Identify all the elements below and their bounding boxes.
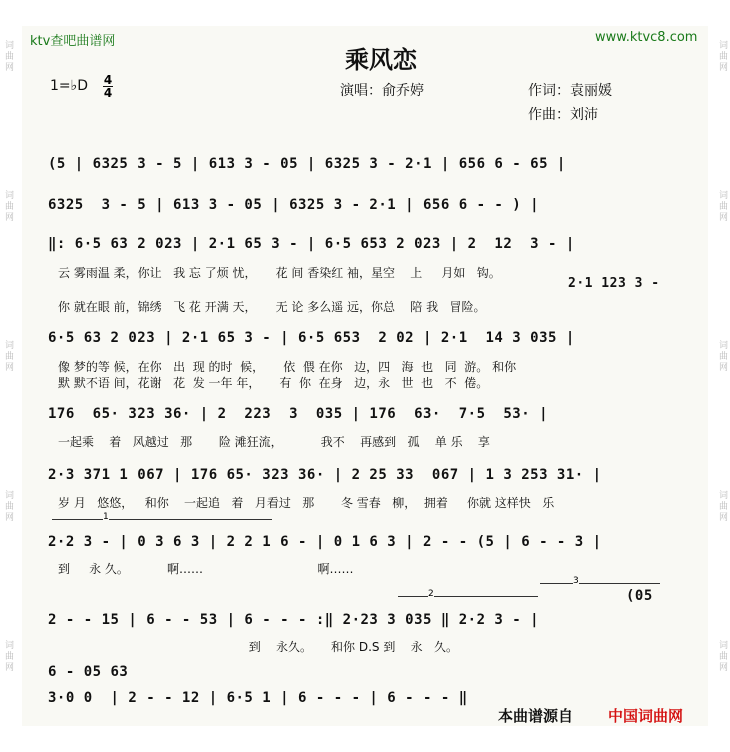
lyric-row-2: 你 就在眼 前，锦绣 飞 花 开满 天， 无 论 多么遥 远，你总 陪 我 冒险。 xyxy=(58,300,486,314)
notation-row-6: 2·3 371 1 067 | 176 65· 323 36· | 2 25 33 067 | 1 3 253 31· | xyxy=(48,467,602,483)
notation-row-1: (5 | 6325 3 - 5 | 613 3 - 05 | 6325 3 - 2·1 | 656 6 - 65 | xyxy=(48,156,566,172)
lyric-row-8: 到 永久。 和你 D.S 到 永 久。 xyxy=(58,640,459,654)
volta-note: (05 xyxy=(626,588,653,604)
notation-row-2: 6325 3 - 5 | 613 3 - 05 | 6325 3 - 2·1 | 656 6 - - ) | xyxy=(48,197,540,213)
lyric-row-3: 像 梦的等 候，在你 出 现 的时 候， 依 偎 在你 边，四 海 也 同 游。 和你 xyxy=(58,360,517,374)
watermark-right-4: 词曲网 xyxy=(717,490,727,523)
time-signature-top: 4 xyxy=(103,73,113,87)
lyric-row-4: 默 默不语 间，花谢 花 发 一年 年， 有 你 在身 边，永 世 也 不 倦。 xyxy=(58,376,489,390)
key-signature: 1=♭D xyxy=(50,78,89,94)
volta-bracket-3 xyxy=(540,583,660,584)
song-title: 乘风恋 xyxy=(345,45,417,74)
volta-1-number: 1 xyxy=(103,512,109,522)
watermark-left-4: 词曲网 xyxy=(3,490,13,523)
watermark-right-2: 词曲网 xyxy=(717,190,727,223)
lyric-row-7: 到 永 久。 啊…… 啊…… xyxy=(58,562,354,576)
notation-row-5: 176 65· 323 36· | 2 223 3 035 | 176 63· 7·5 53· | xyxy=(48,406,549,422)
watermark-right-3: 词曲网 xyxy=(717,340,727,373)
volta-bracket-2 xyxy=(398,596,538,597)
notation-row-8: 2 - - 15 | 6 - - 53 | 6 - - - :‖ 2·23 3 035 ‖ 2·2 3 - | xyxy=(48,612,540,628)
notation-row-3: ‖: 6·5 63 2 023 | 2·1 65 3 - | 6·5 653 2 023 | 2 12 3 - | xyxy=(48,236,575,252)
watermark-left-2: 词曲网 xyxy=(3,190,13,223)
volta-bracket-1 xyxy=(52,519,272,520)
lyric-row-5: 一起乘 着 风越过 那 险 滩狂流， 我不 再感到 孤 单 乐 享 xyxy=(58,435,490,449)
watermark-left-1: 词曲网 xyxy=(3,40,13,73)
ending-top-voice: 6 - 05 63 xyxy=(48,664,129,680)
volta-2-number: 2 xyxy=(428,589,434,599)
brand-label[interactable]: 中国词曲网 xyxy=(608,707,684,725)
time-signature xyxy=(103,74,113,99)
singer-credit: 演唱：俞乔婷 xyxy=(340,83,424,99)
lyricist-credit: 作词：袁丽媛 xyxy=(528,83,612,99)
watermark-left-3: 词曲网 xyxy=(3,340,13,373)
watermark-right-5: 词曲网 xyxy=(717,640,727,673)
lyric-row-6: 岁 月 悠悠， 和你 一起追 着 月看过 那 冬 雪春 柳， 拥着 你就 这样快 乐 xyxy=(58,496,555,510)
notation-row-7: 2·2 3 - | 0 3 6 3 | 2 2 1 6 - | 0 1 6 3 | 2 - - (5 | 6 - - 3 | xyxy=(48,534,602,550)
source-label: 本曲谱源自 xyxy=(498,707,574,725)
watermark-left-5: 词曲网 xyxy=(3,640,13,673)
volta-3-number: 3 xyxy=(573,576,579,586)
watermark-right-1: 词曲网 xyxy=(717,40,727,73)
time-signature-bottom: 4 xyxy=(103,86,113,100)
alt-phrase: 2·1 123 3 - xyxy=(568,276,660,291)
notation-row-9: 3·0 0 | 2 - - 12 | 6·5 1 | 6 - - - | 6 - - - ‖ xyxy=(48,690,468,706)
composer-credit: 作曲：刘沛 xyxy=(528,107,598,123)
lyric-row-1: 云 雾雨温 柔，你让 我 忘 了烦 忧， 花 间 香染红 袖，星空 上 月如 钩。 xyxy=(58,266,501,280)
notation-row-4: 6·5 63 2 023 | 2·1 65 3 - | 6·5 653 2 02 | 2·1 14 3 035 | xyxy=(48,330,575,346)
site-label-left[interactable]: ktv查吧曲谱网 xyxy=(30,34,116,49)
site-label-right[interactable]: www.ktvc8.com xyxy=(595,30,698,45)
